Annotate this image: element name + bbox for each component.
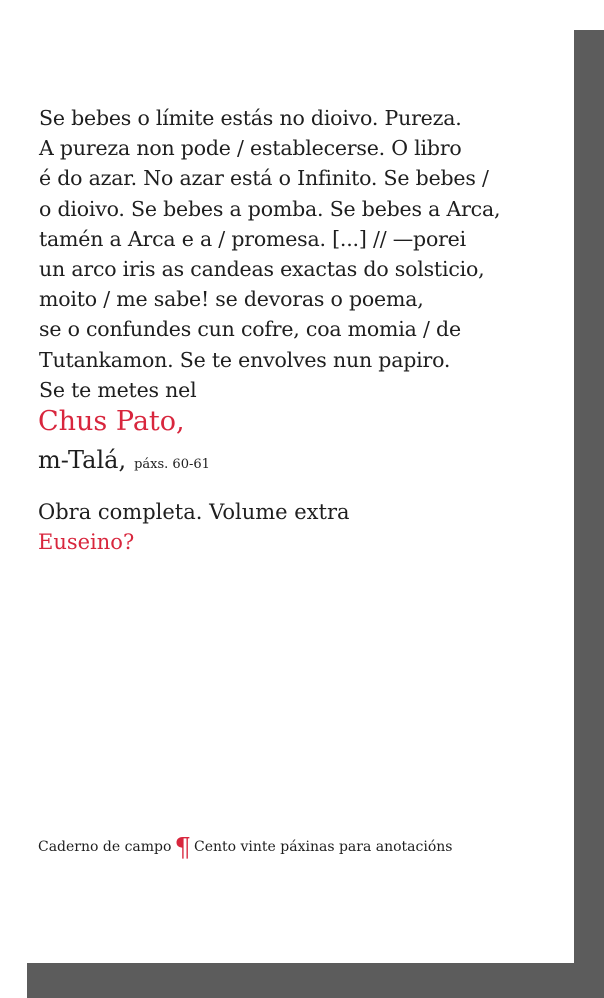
- quote-line: tamén a Arca e a / promesa. [...] // —porei: [39, 226, 466, 251]
- volume-title: Obra completa. Volume extra: [38, 500, 350, 524]
- quote-line: moito / me sabe! se devoras o poema,: [39, 287, 424, 312]
- poem-quote: [39, 103, 569, 405]
- quote-line: se o confundes cun cofre, coa momia / de: [39, 317, 461, 342]
- quote-line: o dioivo. Se bebes a pomba. Se bebes a Arca,: [39, 196, 501, 221]
- quote-line: A pureza non pode / establecerse. O libro: [39, 136, 462, 161]
- footer-right-text: Cento vinte páxinas para anotacións: [194, 839, 453, 855]
- quote-line: é do azar. No azar está o Infinito. Se bebes /: [39, 166, 489, 191]
- quote-line: Se bebes o límite estás no dioivo. Pureza.: [39, 106, 462, 130]
- publisher-name: Euseino?: [38, 530, 135, 554]
- quote-line: un arco iris as candeas exactas do solsticio,: [39, 257, 485, 282]
- quote-line: Se te metes nel: [39, 377, 197, 402]
- author-name: Chus Pato,: [38, 406, 185, 437]
- cover-shadow-right: [574, 30, 604, 998]
- page-reference: páxs. 60-61: [134, 457, 210, 472]
- work-title: m-Talá,: [38, 446, 127, 474]
- notebook-footer: [38, 833, 452, 862]
- quote-line: Tutankamon. Se te envolves nun papiro.: [39, 347, 451, 372]
- pilcrow-icon: ¶: [174, 833, 191, 863]
- cover-shadow-bottom: [27, 963, 604, 998]
- work-citation: [38, 443, 210, 477]
- footer-left-text: Caderno de campo: [38, 839, 172, 855]
